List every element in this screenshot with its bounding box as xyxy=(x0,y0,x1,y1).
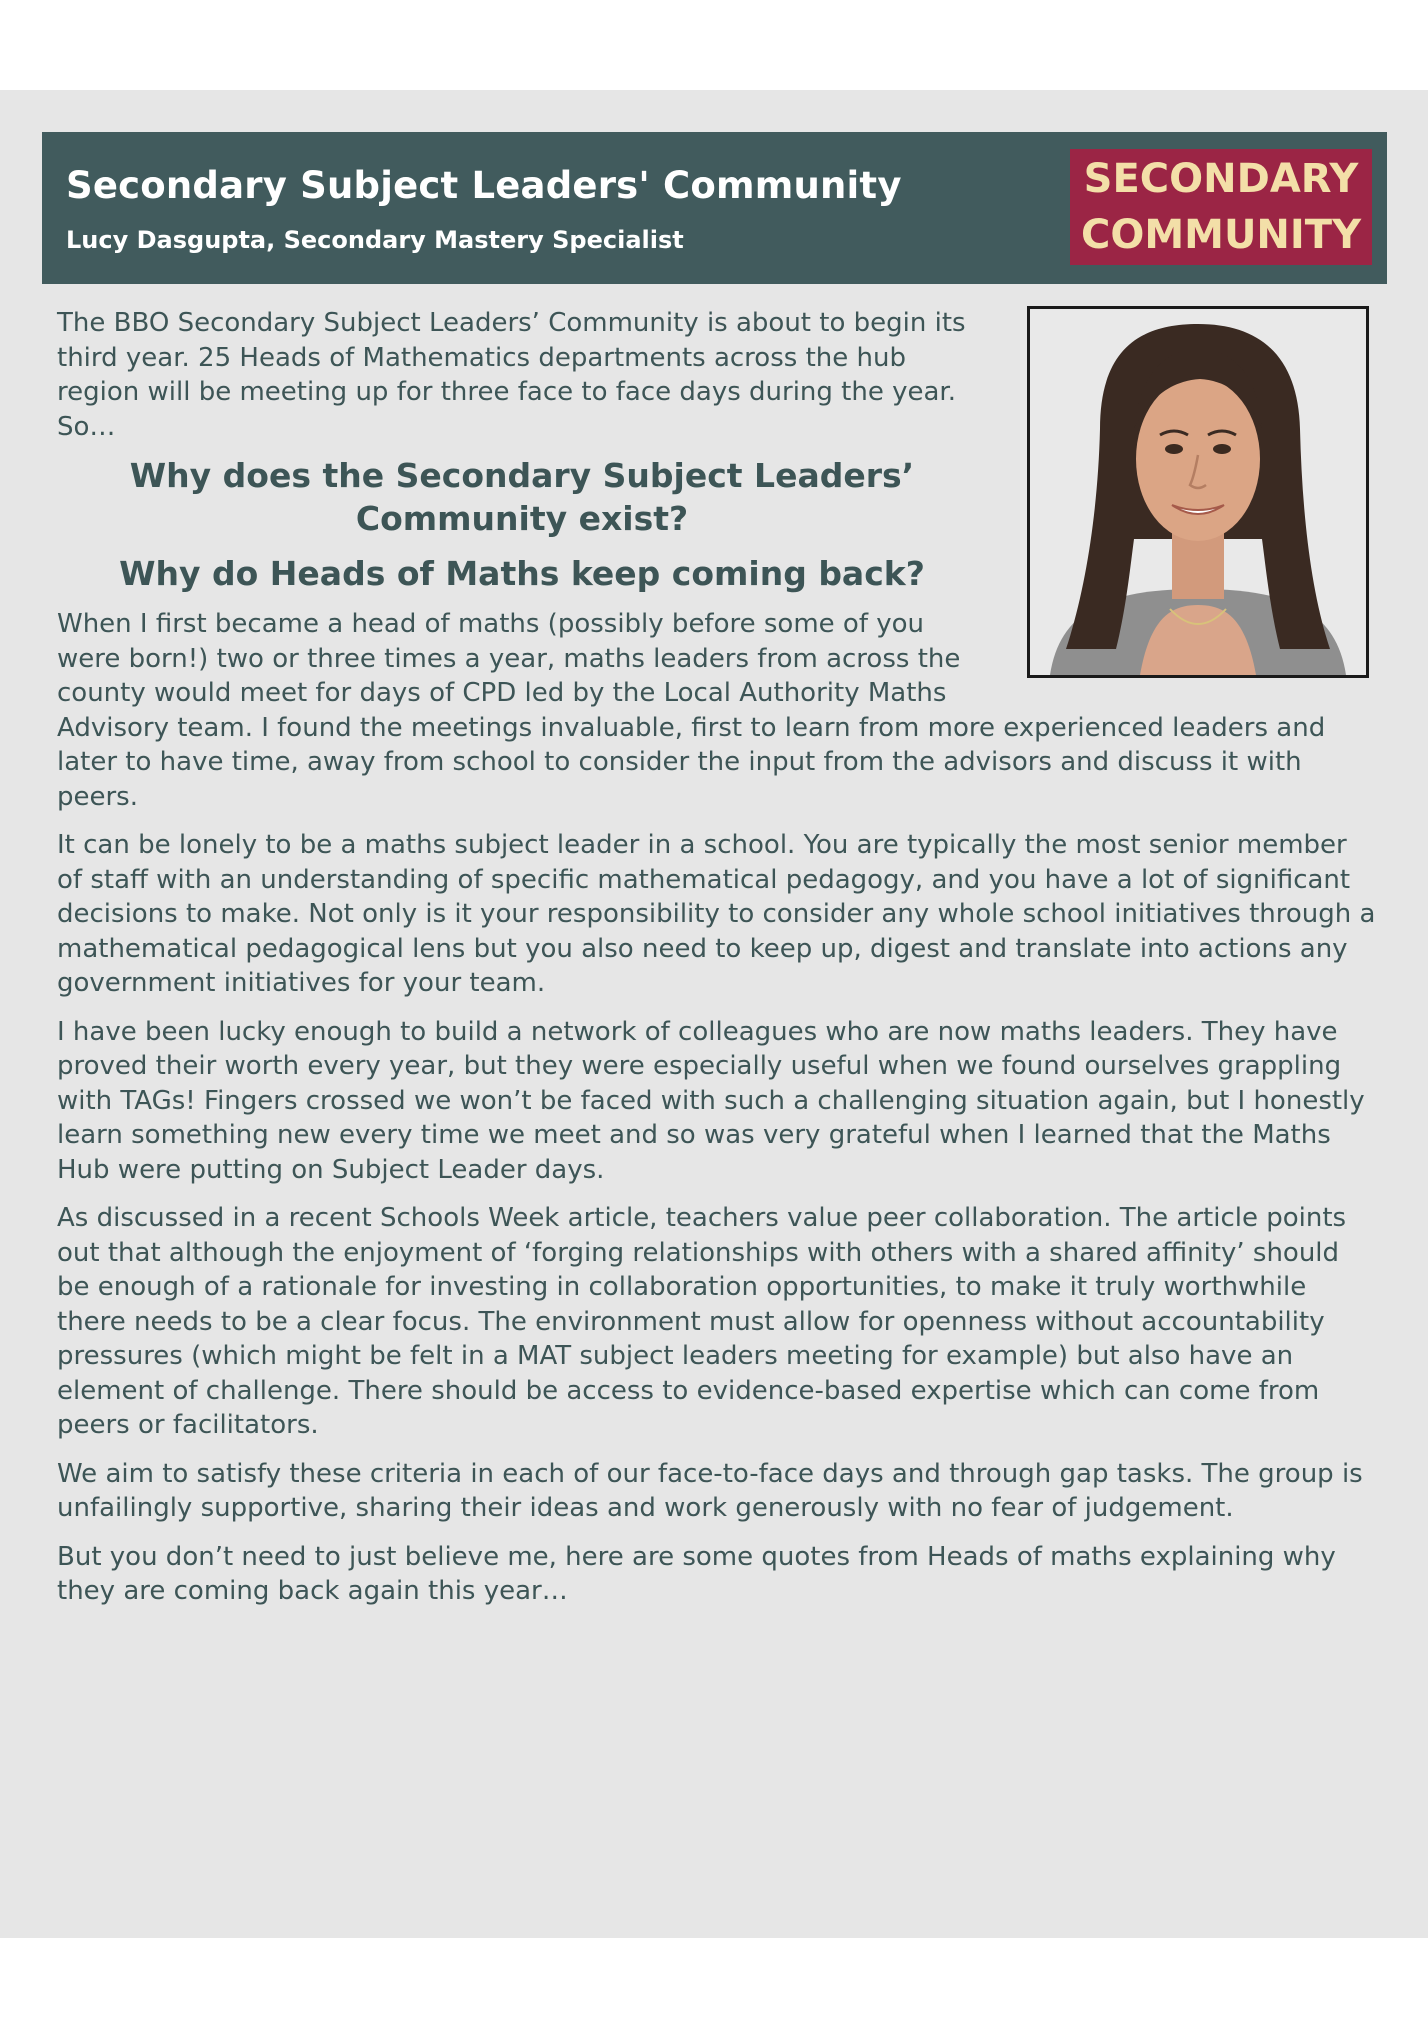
paragraph-1: When I first became a head of maths (possibly before some of you were born!) two or three times a year, maths leaders from across the county would meet for days of CPD led by the Local Authority Maths Advisory team. I found the meetings invaluable, first to learn from more experienced leaders and later to have time, away from school to consider the input from the advisors and discuss it with peers. xyxy=(57,609,1326,812)
section-heading-1: Why does the Secondary Subject Leaders’ Community exist? xyxy=(129,456,915,538)
intro-paragraph: The BBO Secondary Subject Leaders’ Community is about to begin its third year. 25 Heads of Mathematics departments across the hub region will be meeting up for three face to face days during the year. So… xyxy=(57,308,966,442)
photo-spacer xyxy=(987,306,1377,686)
author-byline: Lucy Dasgupta, Secondary Mastery Specialist xyxy=(66,226,684,254)
article-body xyxy=(57,306,1377,1623)
badge-line-1: SECONDARY xyxy=(1083,156,1359,202)
badge-line-2: COMMUNITY xyxy=(1080,212,1362,258)
page-title: Secondary Subject Leaders' Community xyxy=(66,164,902,207)
paragraph-3: I have been lucky enough to build a network of colleagues who are now maths leaders. They have proved their worth every year, but they were especially useful when we found ourselves grappling with TAGs! Fingers crossed we won’t be faced with such a challenging situation again, but I honestly learn something new every time we meet and so was very grateful when I learned that the Maths Hub were putting on Subject Leader days. xyxy=(57,1016,1365,1185)
section-heading-2: Why do Heads of Maths keep coming back? xyxy=(119,554,925,593)
paragraph-6: But you don’t need to just believe me, here are some quotes from Heads of maths explaining why they are coming back again this year… xyxy=(57,1541,1336,1606)
paragraph-4: As discussed in a recent Schools Week article, teachers value peer collaboration. The article points out that although the enjoyment of ‘forging relationships with others with a shared affinity’ should be enough of a rationale for investing in collaboration opportunities, to make it truly worthwhile there needs to be a clear focus. The environment must allow for openness without accountability pressures (which might be felt in a MAT subject leaders meeting for example) but also have an element of challenge. There should be access to evidence-based expertise which can come from peers or facilitators. xyxy=(57,1203,1347,1440)
paragraph-2: It can be lonely to be a maths subject leader in a school. You are typically the most senior member of staff with an understanding of specific mathematical pedagogy, and you have a lot of significant decisions to make. Not only is it your responsibility to consider any whole school initiatives through a mathematical pedagogical lens but you also need to keep up, digest and translate into actions any government initiatives for your team. xyxy=(57,830,1376,998)
paragraph-5: We aim to satisfy these criteria in each of our face-to-face days and through gap tasks. The group is unfailingly supportive, sharing their ideas and work generously with no fear of judgement. xyxy=(57,1458,1363,1523)
page-header xyxy=(42,132,1387,284)
section-badge xyxy=(1070,149,1372,265)
